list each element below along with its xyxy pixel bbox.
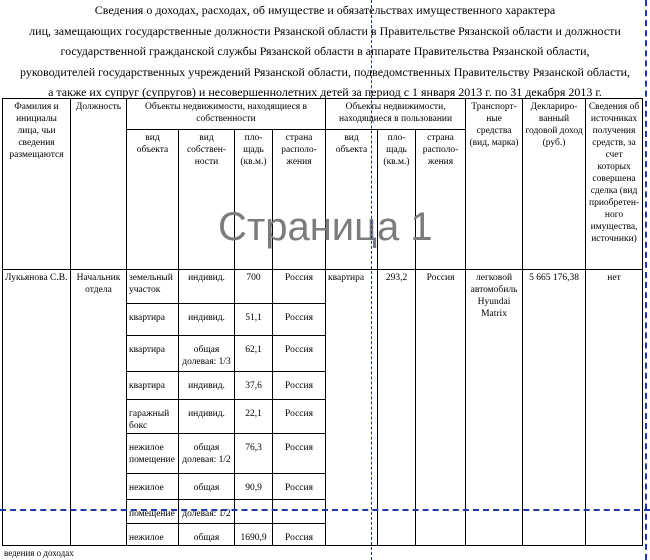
subheader-area: пло-щадь (кв.м.) (235, 130, 273, 270)
owned-object: нежилое помещение (127, 434, 179, 474)
owned-area: 62,1 (235, 336, 273, 372)
page-watermark: Страница 1 (218, 205, 433, 249)
subheader-used-object-type: вид объекта (326, 130, 378, 270)
owned-area: 37,6 (235, 372, 273, 400)
owned-area (235, 500, 273, 524)
owned-area: 22,1 (235, 400, 273, 434)
person-position: Начальник отдела (71, 270, 127, 546)
owned-area: 1690,9 (235, 524, 273, 546)
used-area: 293,2 (378, 270, 416, 546)
title-line: государственной гражданской службы Рязанской области в аппарате Правительства Рязанской области, (60, 44, 590, 58)
transport: легковой автомобиль Hyundai Matrix (466, 270, 523, 546)
title-line: Сведения о доходах, расходах, об имуществе и обязательствах имущественного характера (94, 3, 556, 17)
owned-object: квартира (127, 336, 179, 372)
subheader-used-country: страна располо-жения (416, 130, 466, 270)
owned-country: Россия (273, 474, 326, 500)
owned-ownership: общая долевая: 1/3 (179, 336, 235, 372)
title-line: лиц, замещающих государственные должности Рязанской области в Правительстве Рязанской области и должности (29, 23, 621, 38)
owned-area: 76,3 (235, 434, 273, 474)
header-name: Фамилия и инициалы лица, чьи сведения размещаются (3, 99, 71, 270)
used-country: Россия (416, 270, 466, 546)
owned-ownership: долевая: 1/2 (179, 500, 235, 524)
owned-ownership: индивид. (179, 270, 235, 304)
owned-object: квартира (127, 304, 179, 336)
subheader-used-area: пло-щадь (кв.м.) (378, 130, 416, 270)
income: 5 665 176,38 (523, 270, 586, 546)
header-owned: Объекты недвижимости, находящиеся в собственности (127, 99, 326, 130)
owned-country: Россия (273, 434, 326, 474)
owned-ownership: индивид. (179, 304, 235, 336)
owned-object: нежилое (127, 524, 179, 546)
owned-country: Россия (273, 524, 326, 546)
owned-object: гаражный бокс (127, 400, 179, 434)
owned-country: Россия (273, 304, 326, 336)
owned-object: помещение (127, 500, 179, 524)
title-line: а также их супруг (супругов) и несовершеннолетних детей за период с 1 января 2013 г. по 31 декабря 2013 г. (48, 85, 602, 99)
owned-ownership: общая (179, 474, 235, 500)
document-title (0, 0, 650, 103)
owned-area: 90,9 (235, 474, 273, 500)
owned-ownership: общая (179, 524, 235, 546)
subheader-ownership-type: вид собствен-ности (179, 130, 235, 270)
page-boundary-line (645, 0, 647, 560)
header-sources: Сведения об источниках получения средств, за счет которых совершена сделка (вид приобретен-ного имущества, источники) (586, 99, 643, 270)
table-body (3, 270, 643, 546)
owned-ownership: индивид. (179, 372, 235, 400)
owned-ownership: индивид. (179, 400, 235, 434)
owned-country: Россия (273, 336, 326, 372)
owned-area: 51,1 (235, 304, 273, 336)
header-row (3, 99, 643, 130)
declaration-table (2, 98, 643, 546)
sources: нет (586, 270, 643, 546)
owned-object: нежилое (127, 474, 179, 500)
owned-object: квартира (127, 372, 179, 400)
owned-ownership: общая долевая: 1/2 (179, 434, 235, 474)
owned-area: 700 (235, 270, 273, 304)
header-income: Деклариро-ванный годовой доход (руб.) (523, 99, 586, 270)
person-name: Лукьянова С.В. (3, 270, 71, 546)
header-transport: Транспорт-ные средства (вид, марка) (466, 99, 523, 270)
owned-country: Россия (273, 270, 326, 304)
next-page-fragment: ведения о доходах (4, 548, 74, 558)
page-break-line (0, 509, 650, 511)
header-used: Объекты недвижимости, находящиеся в пользовании (326, 99, 466, 130)
subheader-country: страна располо-жения (273, 130, 326, 270)
title-line: руководителей государственных учреждений Рязанской области, подведомственных Правительству Рязанской области, (19, 64, 630, 79)
used-object: квартира (326, 270, 378, 546)
owned-country (273, 500, 326, 524)
header-position: Должность (71, 99, 127, 270)
table-row (3, 270, 643, 304)
page-boundary-line (371, 0, 372, 560)
subheader-object-type: вид объекта (127, 130, 179, 270)
owned-country: Россия (273, 372, 326, 400)
owned-object: земельный участок (127, 270, 179, 304)
owned-country: Россия (273, 400, 326, 434)
